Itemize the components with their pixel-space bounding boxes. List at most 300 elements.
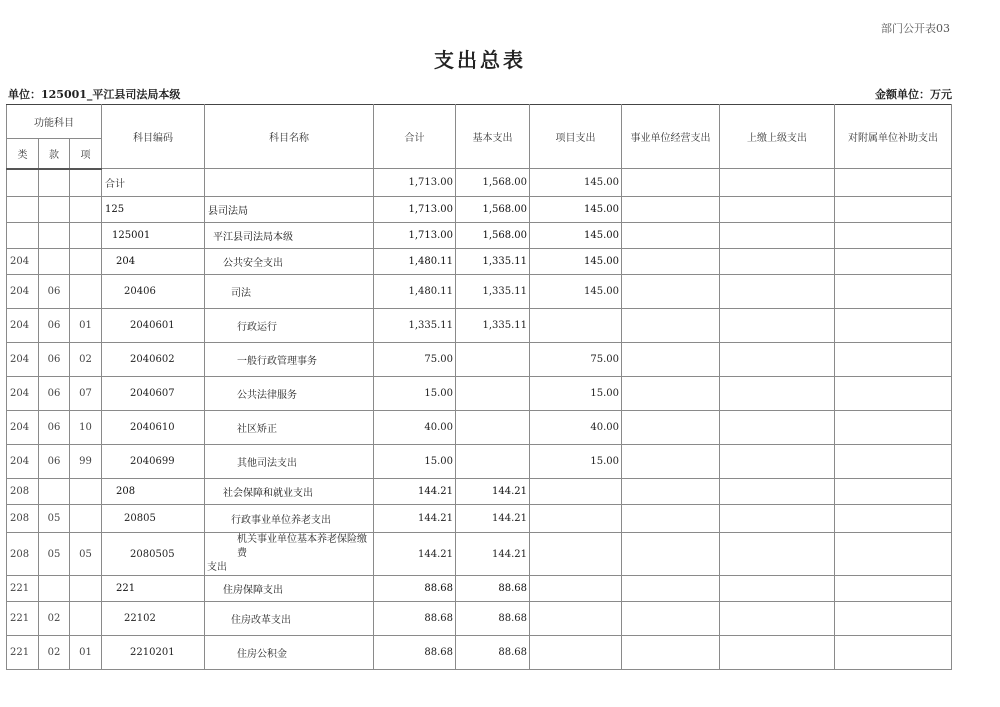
cell-business: [622, 309, 720, 343]
cell-project-text: 15.00: [590, 456, 620, 467]
cell-total-text: 75.00: [424, 354, 454, 365]
cell-upper: [720, 275, 835, 309]
cell-xiang: [70, 576, 102, 602]
cell-xiang: [70, 479, 102, 505]
cell-name: [205, 505, 374, 533]
cell-business: [622, 249, 720, 275]
table-row: [7, 343, 952, 377]
cell-lei: [7, 223, 39, 249]
cell-business: [622, 377, 720, 411]
cell-basic-text: 1,568.00: [482, 230, 528, 241]
cell-total: [374, 223, 456, 249]
cell-basic-text: 1,568.00: [482, 177, 528, 188]
cell-lei: [7, 636, 39, 670]
cell-lei-text: 221: [10, 647, 30, 658]
table-row: [7, 576, 952, 602]
cell-basic: [456, 249, 530, 275]
cell-basic: [456, 411, 530, 445]
cell-lei-text: 204: [10, 422, 30, 433]
cell-kuan: [39, 249, 70, 275]
cell-name: [205, 576, 374, 602]
cell-kuan-text: 05: [47, 548, 61, 560]
cell-kuan-text: 06: [47, 354, 61, 365]
cell-code-text: 2040602: [130, 354, 175, 365]
cell-kuan-text: 05: [47, 513, 61, 524]
cell-business: [622, 411, 720, 445]
cell-lei-text: 208: [10, 486, 30, 497]
table-row: [7, 377, 952, 411]
cell-subsidy: [835, 309, 952, 343]
cell-xiang-text: 10: [79, 422, 92, 433]
cell-upper: [720, 533, 835, 576]
cell-project-text: 15.00: [590, 388, 620, 399]
cell-subsidy: [835, 479, 952, 505]
cell-kuan-text: 02: [47, 613, 61, 624]
cell-xiang-text: 05: [79, 548, 92, 560]
cell-code-text: 2080505: [130, 548, 175, 560]
cell-business: [622, 533, 720, 576]
cell-subsidy: [835, 445, 952, 479]
cell-total: [374, 533, 456, 576]
cell-kuan-text: 02: [47, 647, 61, 658]
table-row: [7, 169, 952, 197]
cell-project-text: 145.00: [584, 230, 620, 241]
cell-name-text: 公共安全支出: [223, 258, 284, 269]
table-row: [7, 479, 952, 505]
cell-upper: [720, 309, 835, 343]
cell-business: [622, 505, 720, 533]
cell-xiang: [70, 411, 102, 445]
cell-basic-text: 88.68: [498, 583, 528, 594]
cell-basic: [456, 602, 530, 636]
cell-project-text: 40.00: [590, 422, 620, 433]
cell-kuan: [39, 576, 70, 602]
cell-code: [102, 197, 205, 223]
cell-basic-text: 144.21: [492, 513, 528, 524]
cell-basic: [456, 309, 530, 343]
cell-code-text: 125: [105, 204, 125, 215]
cell-xiang: [70, 602, 102, 636]
cell-name: [205, 169, 374, 197]
cell-basic: [456, 343, 530, 377]
cell-business: [622, 445, 720, 479]
cell-name-text: 行政事业单位养老支出: [231, 515, 332, 526]
cell-total: [374, 249, 456, 275]
cell-upper: [720, 479, 835, 505]
cell-lei: [7, 602, 39, 636]
cell-kuan: [39, 343, 70, 377]
table-row: [7, 411, 952, 445]
cell-subsidy: [835, 636, 952, 670]
cell-project: [530, 249, 622, 275]
cell-total: [374, 309, 456, 343]
page-title: 支出总表: [434, 48, 526, 72]
cell-basic: [456, 479, 530, 505]
cell-total: [374, 505, 456, 533]
cell-upper: [720, 169, 835, 197]
cell-basic: [456, 505, 530, 533]
cell-business: [622, 479, 720, 505]
header-lei: 类: [7, 139, 39, 169]
cell-basic-text: 144.21: [492, 548, 528, 560]
cell-kuan: [39, 479, 70, 505]
cell-code: [102, 377, 205, 411]
cell-name-text: 其他司法支出: [237, 458, 298, 469]
table-row: [7, 602, 952, 636]
cell-lei-text: 204: [10, 456, 30, 467]
cell-basic-text: 1,335.11: [482, 256, 528, 267]
cell-kuan: [39, 505, 70, 533]
cell-total-text: 88.68: [424, 613, 454, 624]
cell-code: [102, 602, 205, 636]
cell-subsidy: [835, 275, 952, 309]
cell-total-text: 1,713.00: [408, 177, 454, 188]
cell-project-text: 145.00: [584, 286, 620, 297]
cell-kuan: [39, 169, 70, 197]
unit-label: 单位：125001_平江县司法局本级: [8, 88, 181, 101]
cell-kuan-text: 06: [47, 456, 61, 467]
cell-lei-text: 204: [10, 286, 30, 297]
cell-project: [530, 197, 622, 223]
cell-upper: [720, 602, 835, 636]
cell-name-continuation: 支出: [207, 562, 228, 573]
cell-name-text: 社区矫正: [237, 424, 278, 435]
cell-lei-text: 208: [10, 513, 30, 524]
cell-code-text: 221: [116, 583, 136, 594]
cell-lei-text: 208: [10, 548, 30, 560]
amount-unit-label: 金额单位：万元: [875, 88, 952, 101]
cell-kuan: [39, 309, 70, 343]
cell-code-text: 2040610: [130, 422, 175, 433]
cell-subsidy: [835, 377, 952, 411]
header-total: 合计: [374, 105, 456, 169]
cell-kuan: [39, 445, 70, 479]
cell-lei: [7, 275, 39, 309]
cell-upper: [720, 636, 835, 670]
cell-basic: [456, 169, 530, 197]
cell-total: [374, 343, 456, 377]
cell-basic: [456, 377, 530, 411]
expenditure-summary-table: [6, 104, 952, 670]
cell-subsidy: [835, 249, 952, 275]
cell-total: [374, 479, 456, 505]
cell-xiang-text: 99: [79, 456, 92, 467]
cell-kuan: [39, 275, 70, 309]
cell-project: [530, 343, 622, 377]
cell-total: [374, 636, 456, 670]
cell-xiang: [70, 249, 102, 275]
cell-total-text: 1,480.11: [408, 256, 454, 267]
cell-name: [205, 377, 374, 411]
cell-upper: [720, 343, 835, 377]
cell-business: [622, 636, 720, 670]
cell-name-text: 司法: [231, 288, 252, 299]
cell-name-text: 公共法律服务: [237, 390, 298, 401]
cell-lei-text: 204: [10, 354, 30, 365]
cell-business: [622, 343, 720, 377]
cell-xiang: [70, 169, 102, 197]
cell-lei: [7, 445, 39, 479]
cell-project: [530, 533, 622, 576]
table-row: [7, 505, 952, 533]
cell-lei-text: 221: [10, 583, 30, 594]
cell-basic: [456, 445, 530, 479]
table-row: [7, 533, 952, 576]
cell-upper: [720, 377, 835, 411]
cell-subsidy: [835, 576, 952, 602]
cell-name-text: 平江县司法局本级: [213, 232, 294, 243]
cell-xiang: [70, 505, 102, 533]
cell-subsidy: [835, 602, 952, 636]
header-business: 事业单位经营支出: [622, 105, 720, 169]
cell-name-text: 一般行政管理事务: [237, 356, 318, 367]
cell-code-text: 2040601: [130, 320, 175, 331]
cell-business: [622, 169, 720, 197]
cell-business: [622, 275, 720, 309]
cell-kuan: [39, 223, 70, 249]
cell-code-text: 2210201: [130, 647, 175, 658]
cell-code: [102, 343, 205, 377]
cell-kuan-text: 06: [47, 286, 61, 297]
cell-name-text: 机关事业单位基本养老保险缴费: [237, 534, 368, 559]
header-name: 科目名称: [205, 105, 374, 169]
cell-name: [205, 479, 374, 505]
cell-xiang: [70, 343, 102, 377]
cell-lei: [7, 309, 39, 343]
cell-name: [205, 275, 374, 309]
cell-name-text: 住房保障支出: [223, 585, 284, 596]
cell-lei: [7, 343, 39, 377]
cell-project: [530, 411, 622, 445]
cell-lei: [7, 533, 39, 576]
cell-total: [374, 445, 456, 479]
header-kuan: 款: [39, 139, 70, 169]
cell-xiang: [70, 223, 102, 249]
cell-basic: [456, 576, 530, 602]
cell-kuan: [39, 377, 70, 411]
table-body: [7, 169, 952, 670]
table-row: [7, 275, 952, 309]
cell-total-text: 1,480.11: [408, 286, 454, 297]
cell-code: [102, 505, 205, 533]
cell-total: [374, 576, 456, 602]
header-project: 项目支出: [530, 105, 622, 169]
cell-subsidy: [835, 533, 952, 576]
cell-name: [205, 343, 374, 377]
cell-kuan: [39, 197, 70, 223]
cell-basic: [456, 533, 530, 576]
cell-lei-text: 204: [10, 320, 30, 331]
cell-total-text: 1,335.11: [408, 320, 454, 331]
cell-name-text: 住房改革支出: [231, 615, 292, 626]
cell-project: [530, 445, 622, 479]
cell-project-text: 145.00: [584, 256, 620, 267]
cell-code: [102, 275, 205, 309]
cell-project-text: 75.00: [590, 354, 620, 365]
cell-code-text: 125001: [112, 230, 151, 241]
cell-lei: [7, 169, 39, 197]
cell-business: [622, 576, 720, 602]
cell-upper: [720, 411, 835, 445]
table-row: [7, 223, 952, 249]
cell-code-text: 2040699: [130, 456, 175, 467]
cell-business: [622, 223, 720, 249]
cell-lei: [7, 576, 39, 602]
cell-name: [205, 636, 374, 670]
cell-lei-text: 204: [10, 388, 30, 399]
cell-total: [374, 197, 456, 223]
cell-basic-text: 1,335.11: [482, 320, 528, 331]
header-function-subject: 功能科目: [7, 105, 102, 139]
cell-total-text: 15.00: [424, 456, 454, 467]
cell-kuan-text: 06: [47, 388, 61, 399]
cell-subsidy: [835, 411, 952, 445]
cell-total-text: 144.21: [418, 513, 454, 524]
cell-xiang: [70, 197, 102, 223]
cell-xiang: [70, 309, 102, 343]
cell-name: [205, 411, 374, 445]
cell-name: [205, 602, 374, 636]
cell-xiang: [70, 636, 102, 670]
cell-code-text: 204: [116, 256, 136, 267]
cell-code-text: 20406: [124, 286, 156, 297]
cell-code: [102, 445, 205, 479]
cell-name-text: 社会保障和就业支出: [223, 488, 314, 499]
cell-kuan-text: 06: [47, 320, 61, 331]
cell-project: [530, 169, 622, 197]
cell-project: [530, 309, 622, 343]
cell-code-text: 合计: [105, 179, 126, 190]
cell-code: [102, 636, 205, 670]
cell-lei-text: 204: [10, 256, 30, 267]
cell-upper: [720, 505, 835, 533]
cell-project: [530, 505, 622, 533]
cell-lei-text: 221: [10, 613, 30, 624]
cell-basic: [456, 275, 530, 309]
cell-total-text: 144.21: [418, 486, 454, 497]
cell-basic-text: 1,335.11: [482, 286, 528, 297]
cell-subsidy: [835, 197, 952, 223]
cell-xiang-text: 02: [79, 354, 92, 365]
cell-kuan: [39, 411, 70, 445]
cell-total-text: 15.00: [424, 388, 454, 399]
cell-subsidy: [835, 223, 952, 249]
cell-xiang-text: 07: [79, 388, 92, 399]
cell-code-text: 208: [116, 486, 136, 497]
cell-project: [530, 602, 622, 636]
cell-name: [205, 249, 374, 275]
cell-xiang-text: 01: [79, 320, 92, 331]
cell-total: [374, 602, 456, 636]
cell-total-text: 144.21: [418, 548, 454, 560]
cell-upper: [720, 197, 835, 223]
cell-total: [374, 377, 456, 411]
cell-project: [530, 275, 622, 309]
cell-project: [530, 576, 622, 602]
cell-upper: [720, 445, 835, 479]
cell-lei: [7, 377, 39, 411]
cell-project: [530, 479, 622, 505]
cell-name: [205, 533, 374, 576]
cell-basic: [456, 223, 530, 249]
cell-name: [205, 309, 374, 343]
header-upper: 上缴上级支出: [720, 105, 835, 169]
cell-total-text: 40.00: [424, 422, 454, 433]
cell-code: [102, 249, 205, 275]
cell-name-text: 行政运行: [237, 322, 278, 333]
cell-code-text: 2040607: [130, 388, 175, 399]
table-row: [7, 309, 952, 343]
cell-xiang: [70, 275, 102, 309]
cell-lei: [7, 197, 39, 223]
cell-basic-text: 88.68: [498, 647, 528, 658]
cell-upper: [720, 223, 835, 249]
cell-lei: [7, 249, 39, 275]
cell-kuan: [39, 636, 70, 670]
header-subsidy: 对附属单位补助支出: [835, 105, 952, 169]
cell-name: [205, 197, 374, 223]
cell-name-text: 县司法局: [208, 206, 249, 217]
header-basic: 基本支出: [456, 105, 530, 169]
cell-code: [102, 223, 205, 249]
cell-total-text: 88.68: [424, 583, 454, 594]
cell-total-text: 88.68: [424, 647, 454, 658]
cell-code: [102, 479, 205, 505]
cell-name: [205, 445, 374, 479]
cell-subsidy: [835, 505, 952, 533]
cell-project-text: 145.00: [584, 177, 620, 188]
cell-lei: [7, 505, 39, 533]
cell-kuan: [39, 533, 70, 576]
cell-upper: [720, 576, 835, 602]
header-xiang: 项: [70, 139, 102, 169]
cell-lei: [7, 479, 39, 505]
cell-total-text: 1,713.00: [408, 204, 454, 215]
cell-basic: [456, 636, 530, 670]
cell-lei: [7, 411, 39, 445]
cell-basic: [456, 197, 530, 223]
table-row: [7, 445, 952, 479]
cell-total: [374, 411, 456, 445]
cell-name: [205, 223, 374, 249]
cell-subsidy: [835, 343, 952, 377]
cell-xiang: [70, 445, 102, 479]
cell-basic-text: 88.68: [498, 613, 528, 624]
cell-xiang: [70, 377, 102, 411]
cell-subsidy: [835, 169, 952, 197]
cell-basic-text: 144.21: [492, 486, 528, 497]
cell-total-text: 1,713.00: [408, 230, 454, 241]
cell-code-text: 22102: [124, 613, 156, 624]
cell-business: [622, 197, 720, 223]
table-row: [7, 197, 952, 223]
table-row: [7, 636, 952, 670]
cell-code: [102, 576, 205, 602]
cell-code: [102, 411, 205, 445]
cell-project: [530, 636, 622, 670]
cell-code: [102, 309, 205, 343]
cell-project-text: 145.00: [584, 204, 620, 215]
cell-upper: [720, 249, 835, 275]
cell-total: [374, 169, 456, 197]
cell-basic-text: 1,568.00: [482, 204, 528, 215]
cell-xiang: [70, 533, 102, 576]
cell-code: [102, 169, 205, 197]
cell-project: [530, 377, 622, 411]
cell-kuan: [39, 602, 70, 636]
form-code: 部门公开表03: [881, 22, 950, 35]
cell-xiang-text: 01: [79, 647, 92, 658]
